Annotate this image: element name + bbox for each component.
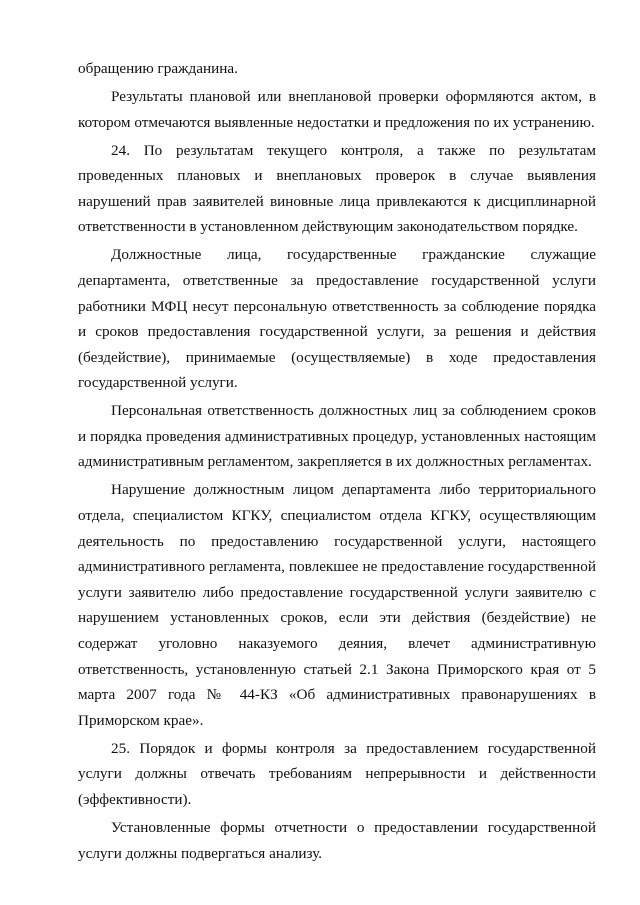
paragraph-item-25: 25. Порядок и формы контроля за предоставлением государственной услуги должны отвечать требованиям непрерывности и действенности (эффективности). <box>78 739 596 808</box>
document-page <box>78 56 596 866</box>
paragraph-item-24: 24. По результатам текущего контроля, а также по результатам проведенных плановых и внеплановых проверок в случае выявления нарушений прав заявителей виновные лица привлекаются к дисциплинарной ответственности в установленном действующим законодательством порядке. <box>78 141 596 236</box>
paragraph-continuation: обращению гражданина. <box>78 60 238 77</box>
paragraph-violation: Нарушение должностным лицом департамента либо территориального отдела, специалистом КГКУ, специалистом отдела КГКУ, осуществляющим деятельность по предоставлению государственной услуги, настоящего административного регламента, повлекшее не предоставление государственной услуги заявителю либо предоставление государственной услуги заявителю с нарушением установленных сроков, если эти действия (бездействие) не содержат уголовно наказуемого деяния, влечет административную ответственность, установленную статьей 2.1 Закона Приморского края от 5 марта 2007 года № 44-КЗ «Об административных правонарушениях в Приморском крае». <box>78 481 596 729</box>
paragraph-reporting-forms: Установленные формы отчетности о предоставлении государственной услуги должны подвергаться анализу. <box>78 818 596 862</box>
paragraph-officials-responsibility: Должностные лица, государственные гражданские служащие департамента, ответственные за предоставление государственной услуги работники МФЦ несут персональную ответственность за соблюдение порядка и сроков предоставления государственной услуги, за решения и действия (бездействие), принимаемые (осуществляемые) в ходе предоставления государственной услуги. <box>78 246 596 392</box>
paragraph-personal-responsibility: Персональная ответственность должностных лиц за соблюдением сроков и порядка проведения административных процедур, установленных настоящим административным регламентом, закрепляется в их должностных регламентах. <box>78 402 596 471</box>
paragraph-inspection-results: Результаты плановой или внеплановой проверки оформляются актом, в котором отмечаются выявленные недостатки и предложения по их устранению. <box>78 87 596 131</box>
